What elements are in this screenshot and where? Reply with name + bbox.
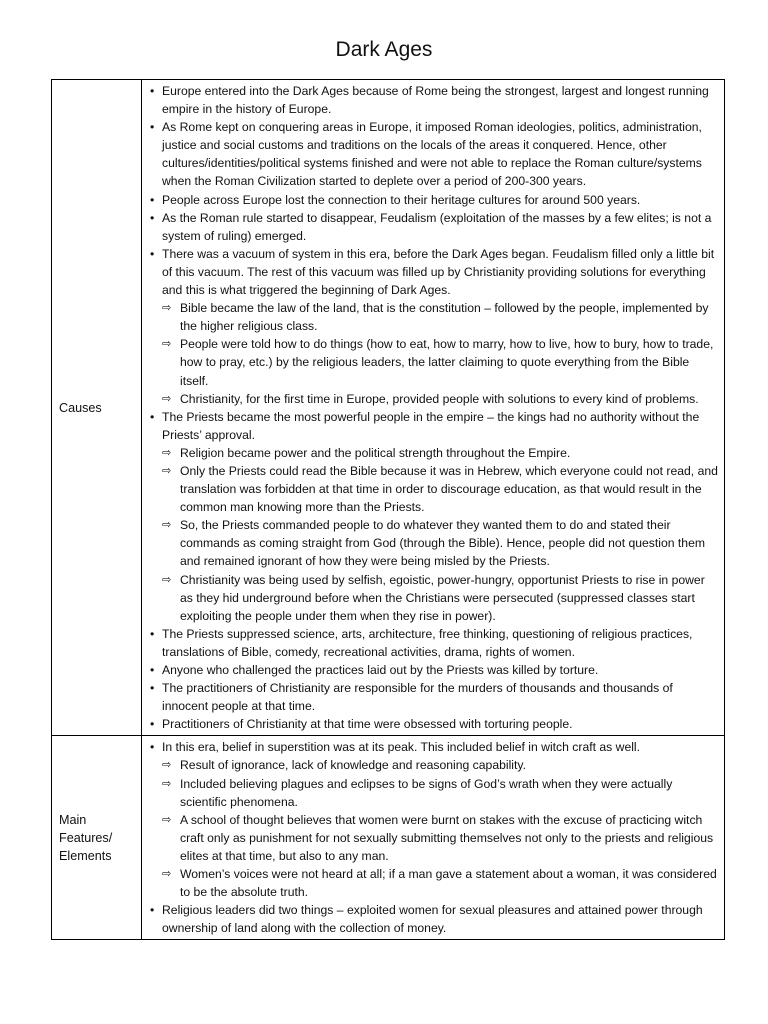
bullet-text: In this era, belief in superstition was at its peak. This included belief in witch craft as well. xyxy=(162,740,641,755)
sub-bullet-text: Women’s voices were not heard at all; if a man gave a statement about a woman, it was considered to be the absolute truth. xyxy=(180,867,717,900)
bullet-text: The Priests became the most powerful people in the empire – the kings had no authority without the Priests’ approval. xyxy=(162,409,700,442)
sub-list-item xyxy=(162,462,720,516)
arrow-right-icon: ⇨ xyxy=(162,776,172,790)
sub-list-item xyxy=(162,444,720,462)
list-item xyxy=(150,408,720,625)
list-item xyxy=(150,738,720,901)
arrow-right-icon: ⇨ xyxy=(162,812,172,826)
bullet-text: There was a vacuum of system in this era, before the Dark Ages began. Feudalism filled only a little bit of this vacuum. The rest of this vacuum was filled up by Christianity providing solutions for everything and this is what triggered the beginning of Dark Ages. xyxy=(162,246,715,298)
list-item xyxy=(150,191,720,209)
sub-list xyxy=(162,299,720,408)
causes-content xyxy=(142,80,725,736)
row-label-causes: Causes xyxy=(52,80,142,736)
arrow-right-icon: ⇨ xyxy=(162,337,172,351)
sub-list xyxy=(162,444,720,625)
label-line: Elements xyxy=(59,848,112,863)
arrow-right-icon: ⇨ xyxy=(162,867,172,881)
list-item xyxy=(150,901,720,937)
sub-list-item xyxy=(162,390,720,408)
bullet-text: Religious leaders did two things – exploited women for sexual pleasures and attained power through ownership of land along with the collection of money. xyxy=(162,903,703,936)
sub-bullet-text: Religion became power and the political strength throughout the Empire. xyxy=(180,445,571,460)
list-item xyxy=(150,118,720,190)
arrow-right-icon: ⇨ xyxy=(162,391,172,405)
arrow-right-icon: ⇨ xyxy=(162,445,172,459)
sub-list-item xyxy=(162,811,720,865)
arrow-right-icon: ⇨ xyxy=(162,463,172,477)
arrow-right-icon: ⇨ xyxy=(162,572,172,586)
sub-bullet-text: A school of thought believes that women were burnt on stakes with the excuse of practicing witch craft only as punishment for not sexually submitting themselves not only to the priests and religious elites at that time, but also to any man. xyxy=(180,812,714,863)
sub-list-item xyxy=(162,335,720,389)
sub-bullet-text: So, the Priests commanded people to do whatever they wanted them to do and stated their commands as coming straight from God (through the Bible). Hence, people did not question them and remained ignorant of how they were being misled by the Priests. xyxy=(180,518,706,569)
main-features-content xyxy=(142,736,725,940)
label-line: Main xyxy=(59,812,87,827)
bullet-text: The practitioners of Christianity are responsible for the murders of thousands and thousands of innocent people at that time. xyxy=(162,681,673,714)
sub-bullet-text: Christianity, for the first time in Europe, provided people with solutions to every kind of problems. xyxy=(180,391,699,406)
causes-bullet-list xyxy=(150,82,720,733)
list-item xyxy=(150,679,720,715)
arrow-right-icon: ⇨ xyxy=(162,301,172,315)
list-item xyxy=(150,715,720,733)
sub-list-item xyxy=(162,299,720,335)
bullet-text: As the Roman rule started to disappear, Feudalism (exploitation of the masses by a few elites; is not a system of ruling) emerged. xyxy=(162,210,712,243)
bullet-text: Europe entered into the Dark Ages because of Rome being the strongest, largest and longest running empire in the history of Europe. xyxy=(162,84,709,117)
table-row-main-features xyxy=(52,736,725,940)
document-title: Dark Ages xyxy=(335,38,433,61)
sub-list-item xyxy=(162,756,720,774)
sub-bullet-text: People were told how to do things (how to eat, how to marry, how to live, how to bury, how to trade, how to pray, etc.) by the religious leaders, the latter claiming to quote everything from the Bible itself. xyxy=(180,337,714,388)
arrow-right-icon: ⇨ xyxy=(162,518,172,532)
row-label-main-features xyxy=(52,736,142,940)
sub-bullet-text: Result of ignorance, lack of knowledge and reasoning capability. xyxy=(180,758,526,773)
sub-list-item xyxy=(162,775,720,811)
table-row-causes xyxy=(52,80,725,736)
list-item xyxy=(150,245,720,408)
sub-list-item xyxy=(162,571,720,625)
arrow-right-icon: ⇨ xyxy=(162,758,172,772)
list-item xyxy=(150,625,720,661)
list-item xyxy=(150,82,720,118)
bullet-text: As Rome kept on conquering areas in Europe, it imposed Roman ideologies, politics, administration, justice and social customs and traditions on the locals of the areas it conquered. Hence, other cultures/identities/political systems finished and were not able to replace the Roman culture/systems when the Roman Civilization started to deplete over a period of 200-300 years. xyxy=(162,120,702,189)
bullet-text: Practitioners of Christianity at that time were obsessed with torturing people. xyxy=(162,717,573,732)
sub-list-item xyxy=(162,865,720,901)
sub-list-item xyxy=(162,516,720,570)
list-item xyxy=(150,209,720,245)
main-features-bullet-list xyxy=(150,738,720,937)
sub-bullet-text: Bible became the law of the land, that is the constitution – followed by the people, implemented by the higher religious class. xyxy=(180,301,709,334)
list-item xyxy=(150,661,720,679)
bullet-text: The Priests suppressed science, arts, architecture, free thinking, questioning of religious practices, translations of Bible, comedy, recreational activities, drama, rights of women. xyxy=(162,626,693,659)
sub-bullet-text: Only the Priests could read the Bible because it was in Hebrew, which everyone could not read, and translation was forbidden at that time in order to discourage education, as that would result in the common man knowing more than the Priests. xyxy=(180,463,718,515)
sub-list xyxy=(162,756,720,901)
sub-bullet-text: Christianity was being used by selfish, egoistic, power-hungry, opportunist Priests to rise in power as they hid underground before when the Christians were persecuted (suppressed classes start exploiting the people under them when they rise in power). xyxy=(180,572,705,623)
bullet-text: Anyone who challenged the practices laid out by the Priests was killed by torture. xyxy=(162,663,599,677)
sub-bullet-text: Included believing plagues and eclipses to be signs of God’s wrath when they were actually scientific phenomena. xyxy=(180,776,673,809)
bullet-text: People across Europe lost the connection to their heritage cultures for around 500 years. xyxy=(162,192,641,207)
label-line: Features/ xyxy=(59,830,113,845)
dark-ages-table xyxy=(51,79,725,940)
